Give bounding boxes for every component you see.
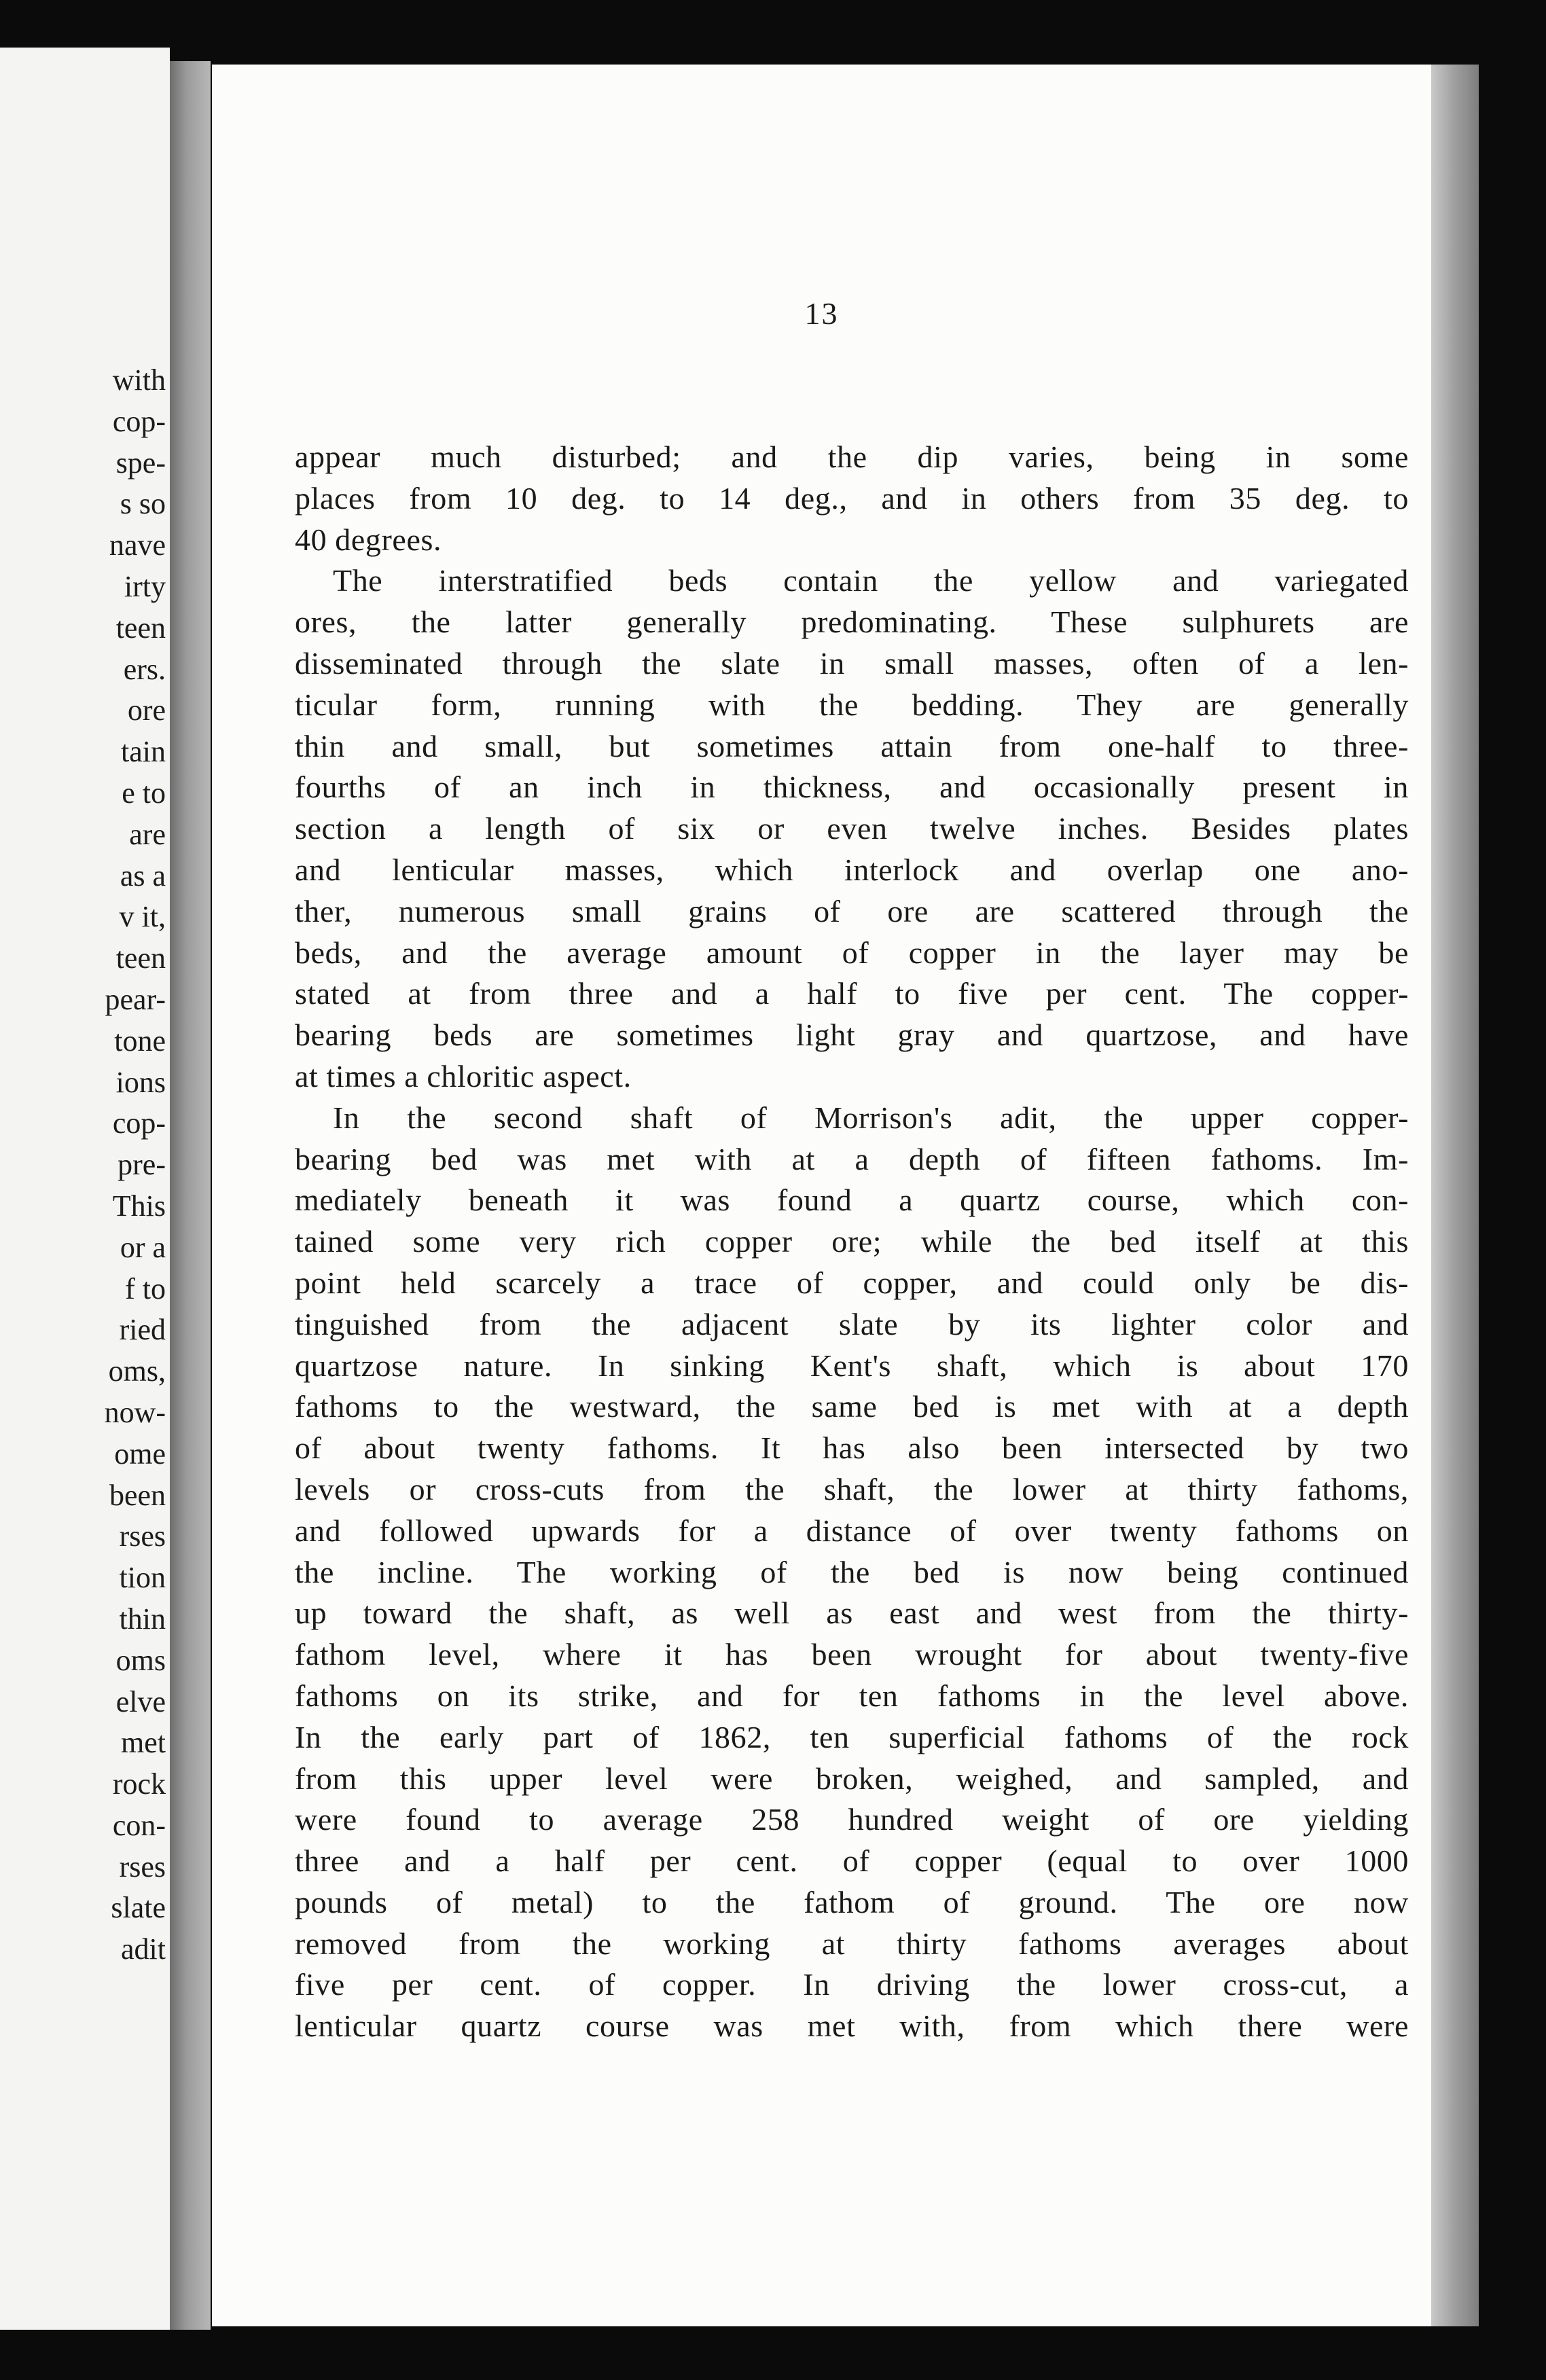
text-line: In the second shaft of Morrison's adit, the upper copper- [333, 1100, 1409, 1135]
left-page-text-fragments [30, 360, 166, 1970]
left-fragment-line: ome [114, 1437, 166, 1471]
left-fragment-line: con- [112, 1808, 166, 1842]
left-fragment-line: thin [119, 1602, 166, 1636]
text-line: and followed upwards for a distance of over twenty fathoms on [295, 1513, 1409, 1548]
left-fragment-line: ers. [123, 652, 166, 686]
left-page [0, 48, 170, 2330]
left-fragment-line: cop- [112, 1106, 166, 1140]
left-fragment-line: oms, [108, 1354, 166, 1388]
left-fragment-line: ried [119, 1313, 166, 1347]
text-line: at times a chloritic aspect. [295, 1058, 632, 1094]
text-line: of about twenty fathoms. It has also been intersected by two [295, 1430, 1409, 1466]
text-line: fathoms on its strike, and for ten fathoms in the level above. [295, 1678, 1409, 1713]
text-line: tained some very rich copper ore; while the bed itself at this [295, 1224, 1409, 1259]
left-fragment-line: now- [104, 1395, 166, 1429]
text-line: the incline. The working of the bed is now being continued [295, 1554, 1409, 1589]
text-line: three and a half per cent. of copper (equal to over 1000 [295, 1843, 1409, 1879]
text-line: lenticular quartz course was met with, from which there were [295, 2008, 1409, 2044]
text-line: removed from the working at thirty fathoms averages about [295, 1926, 1409, 1961]
left-fragment-line: nave [109, 528, 166, 562]
left-fragment-line: tion [119, 1561, 166, 1595]
left-fragment-line: tone [114, 1024, 166, 1058]
text-line: and lenticular masses, which interlock and overlap one ano- [295, 852, 1409, 887]
text-line: 40 degrees. [295, 522, 442, 557]
page-number: 13 [804, 296, 839, 331]
left-fragment-line: as a [120, 859, 166, 892]
left-fragment-line: elve [115, 1684, 166, 1718]
text-line: fathoms to the westward, the same bed is met with at a depth [295, 1389, 1409, 1424]
text-line: pounds of metal) to the fathom of ground. The ore now [295, 1884, 1409, 1919]
left-fragment-line: e to [122, 776, 166, 810]
left-fragment-line: rses [119, 1519, 166, 1553]
left-fragment-line: rses [119, 1850, 166, 1883]
left-fragment-line: or a [120, 1230, 166, 1264]
left-fragment-line: pear- [105, 982, 166, 1016]
text-line: The interstratified beds contain the yellow and variegated [333, 563, 1409, 598]
left-fragment-line: This [112, 1189, 166, 1223]
left-fragment-line: ions [115, 1065, 166, 1099]
text-line: levels or cross-cuts from the shaft, the lower at thirty fathoms, [295, 1471, 1409, 1507]
left-fragment-line: spe- [115, 446, 166, 480]
text-line: appear much disturbed; and the dip varies, being in some [295, 439, 1409, 474]
left-fragment-line: v it, [119, 900, 166, 934]
text-line: tinguished from the adjacent slate by its lighter color and [295, 1306, 1409, 1341]
text-line: stated at from three and a half to five per cent. The copper- [295, 976, 1409, 1011]
text-line: mediately beneath it was found a quartz course, which con- [295, 1183, 1409, 1218]
text-line: bearing bed was met with at a depth of fifteen fathoms. Im- [295, 1141, 1409, 1176]
main-page [212, 65, 1431, 2326]
text-line: fourths of an inch in thickness, and occasionally present in [295, 770, 1409, 805]
left-fragment-line: irty [124, 569, 166, 603]
left-fragment-line: teen [115, 941, 166, 975]
text-line: ticular form, running with the bedding. They are generally [295, 687, 1409, 722]
text-line: ores, the latter generally predominating. These sulphurets are [295, 605, 1409, 640]
text-line: ther, numerous small grains of ore are scattered through the [295, 893, 1409, 928]
page-edge [1431, 65, 1479, 2326]
text-line: places from 10 deg. to 14 deg., and in others from 35 deg. to [295, 480, 1409, 516]
left-fragment-line: teen [115, 611, 166, 645]
left-fragment-line: cop- [112, 404, 166, 438]
left-fragment-line: slate [111, 1891, 166, 1925]
left-fragment-line: rock [112, 1767, 166, 1801]
left-fragment-line: with [112, 363, 166, 397]
text-line: quartzose nature. In sinking Kent's shaft, which is about 170 [295, 1348, 1409, 1383]
left-fragment-line: pre- [118, 1148, 166, 1182]
text-line: section a length of six or even twelve inches. Besides plates [295, 811, 1409, 846]
text-line: from this upper level were broken, weighed, and sampled, and [295, 1761, 1409, 1796]
left-fragment-line: tain [121, 735, 166, 769]
text-line: thin and small, but sometimes attain from one-half to three- [295, 728, 1409, 763]
text-line: In the early part of 1862, ten superficial fathoms of the rock [295, 1719, 1409, 1754]
body-text [295, 437, 1409, 2047]
left-fragment-line: met [121, 1726, 166, 1760]
text-line: beds, and the average amount of copper in the layer may be [295, 935, 1409, 970]
left-fragment-line: ore [127, 693, 166, 727]
left-fragment-line: adit [121, 1932, 166, 1966]
left-fragment-line: f to [125, 1272, 166, 1305]
left-fragment-line: s so [120, 487, 166, 521]
text-line: bearing beds are sometimes light gray and quartzose, and have [295, 1017, 1409, 1053]
left-fragment-line: are [129, 817, 166, 851]
text-line: fathom level, where it has been wrought for about twenty-five [295, 1637, 1409, 1672]
text-line: up toward the shaft, as well as east and west from the thirty- [295, 1595, 1409, 1631]
left-fragment-line: been [109, 1478, 166, 1512]
text-line: point held scarcely a trace of copper, and could only be dis- [295, 1265, 1409, 1300]
text-line: were found to average 258 hundred weight of ore yielding [295, 1802, 1409, 1837]
left-fragment-line: oms [115, 1643, 166, 1677]
book-gutter [170, 61, 211, 2330]
text-line: disseminated through the slate in small masses, often of a len- [295, 645, 1409, 681]
text-line: five per cent. of copper. In driving the lower cross-cut, a [295, 1967, 1409, 2002]
